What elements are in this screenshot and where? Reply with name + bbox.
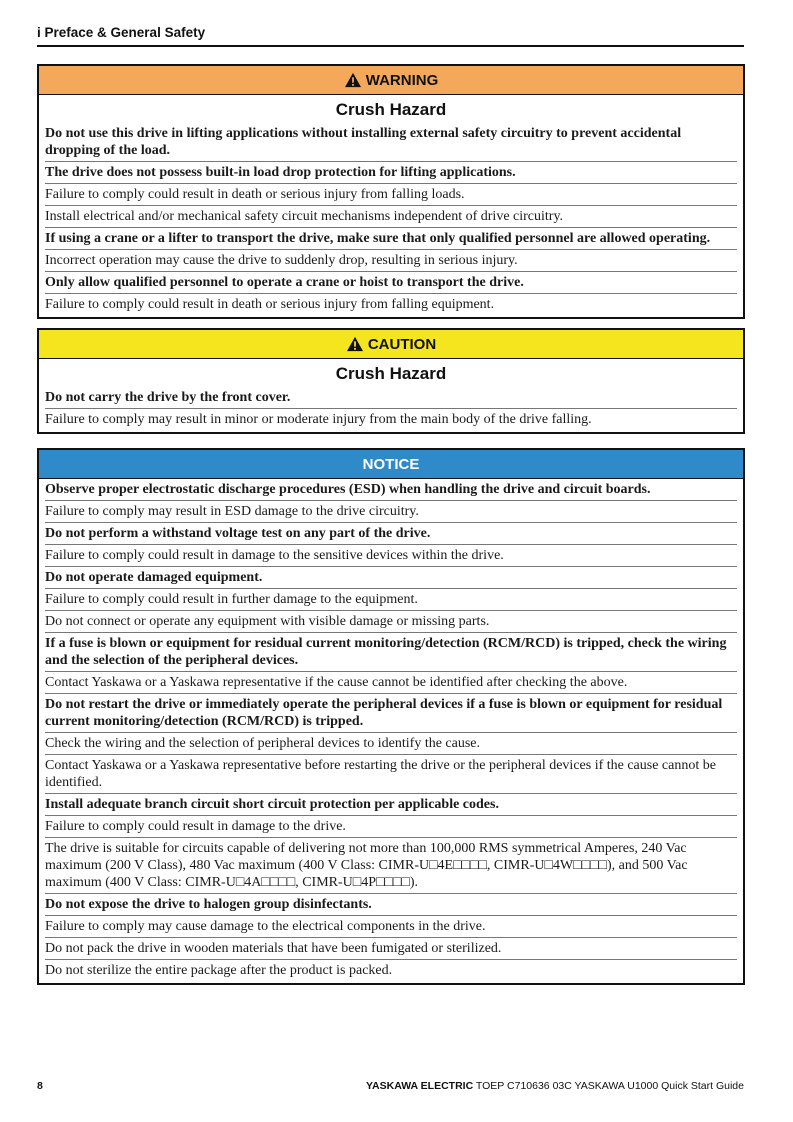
warning-hazard-title: Crush Hazard <box>335 100 447 119</box>
caution-label: CAUTION <box>367 335 437 353</box>
caution-bar <box>39 330 743 359</box>
page-footer <box>37 1080 744 1096</box>
notice-text-row: The drive is suitable for circuits capable of delivering not more than 100,000 RMS symmetrical Amperes, 240 Vac maximum (200 V Class), 480 Vac maximum (400 V Class: CIMR-U□4E□□□□, CIMR-U□4W□□□□), and 500 Vac maximum (400 V Class: CIMR-U□4A□□□□, CIMR-U□4P□□□□). <box>45 838 737 894</box>
notice-text-row: Failure to comply may result in ESD damage to the drive circuitry. <box>45 501 737 523</box>
warning-label: WARNING <box>365 71 439 89</box>
notice-text-row: If a fuse is blown or equipment for residual current monitoring/detection (RCM/RCD) is tripped, check the wiring and the selection of the peripheral devices. <box>45 633 737 672</box>
notice-text-row: Do not operate damaged equipment. <box>45 567 737 589</box>
footer-brand: YASKAWA ELECTRIC <box>366 1080 474 1092</box>
section-title: i Preface & General Safety <box>37 25 206 40</box>
notice-text-row: Failure to comply could result in damage to the drive. <box>45 816 737 838</box>
caution-hazard-title: Crush Hazard <box>335 364 447 383</box>
footer-doc-info <box>366 1080 744 1092</box>
notice-rows <box>39 479 743 983</box>
notice-text-row: Failure to comply may cause damage to the electrical components in the drive. <box>45 916 737 938</box>
notice-text-row: Do not connect or operate any equipment with visible damage or missing parts. <box>45 611 737 633</box>
warning-bar <box>39 66 743 95</box>
notice-text-row: Do not perform a withstand voltage test on any part of the drive. <box>45 523 737 545</box>
caution-box <box>37 328 745 434</box>
warning-rows <box>39 123 743 317</box>
notice-text-row: Contact Yaskawa or a Yaskawa representative before restarting the drive or the peripheral devices if the cause cannot be identified. <box>45 755 737 794</box>
notice-text-row: Observe proper electrostatic discharge procedures (ESD) when handling the drive and circuit boards. <box>45 479 737 501</box>
caution-text-row: Do not carry the drive by the front cover. <box>45 387 737 409</box>
caution-triangle-icon <box>346 336 364 352</box>
warning-text-row: Failure to comply could result in death or serious injury from falling equipment. <box>45 297 495 312</box>
notice-text-row: Failure to comply could result in damage to the sensitive devices within the drive. <box>45 545 737 567</box>
caution-text-row: Failure to comply may result in minor or moderate injury from the main body of the drive falling. <box>45 412 592 427</box>
warning-text-row: Failure to comply could result in death or serious injury from falling loads. <box>45 184 737 206</box>
notice-text-row: Check the wiring and the selection of peripheral devices to identify the cause. <box>45 733 737 755</box>
notice-text-row: Do not pack the drive in wooden materials that have been fumigated or sterilized. <box>45 938 737 960</box>
warning-text-row: Do not use this drive in lifting applications without installing external safety circuitry to prevent accidental dropping of the load. <box>45 123 737 162</box>
notice-text-row: Do not sterilize the entire package after the product is packed. <box>45 963 393 978</box>
page-number: 8 <box>37 1080 43 1092</box>
notice-text-row: Failure to comply could result in further damage to the equipment. <box>45 589 737 611</box>
notice-text-row: Install adequate branch circuit short circuit protection per applicable codes. <box>45 794 737 816</box>
notice-text-row: Contact Yaskawa or a Yaskawa representative if the cause cannot be identified after checking the above. <box>45 672 737 694</box>
page-header <box>37 24 744 47</box>
warning-text-row: Incorrect operation may cause the drive to suddenly drop, resulting in serious injury. <box>45 250 737 272</box>
notice-label: NOTICE <box>362 455 420 473</box>
notice-text-row: Do not restart the drive or immediately operate the peripheral devices if a fuse is blown or equipment for residual current monitoring/detection (RCM/RCD) is tripped. <box>45 694 737 733</box>
notice-bar <box>39 450 743 479</box>
warning-text-row: The drive does not possess built-in load drop protection for lifting applications. <box>45 162 737 184</box>
notice-text-row: Do not expose the drive to halogen group disinfectants. <box>45 894 737 916</box>
warning-text-row: Install electrical and/or mechanical safety circuit mechanisms independent of drive circuitry. <box>45 206 737 228</box>
notice-box <box>37 448 745 985</box>
footer-doc-title: TOEP C710636 03C YASKAWA U1000 Quick Start Guide <box>473 1080 744 1092</box>
caution-rows <box>39 387 743 432</box>
warning-text-row: If using a crane or a lifter to transport the drive, make sure that only qualified personnel are allowed operating. <box>45 228 737 250</box>
warning-triangle-icon <box>344 72 362 88</box>
warning-box <box>37 64 745 319</box>
warning-text-row: Only allow qualified personnel to operate a crane or hoist to transport the drive. <box>45 272 737 294</box>
